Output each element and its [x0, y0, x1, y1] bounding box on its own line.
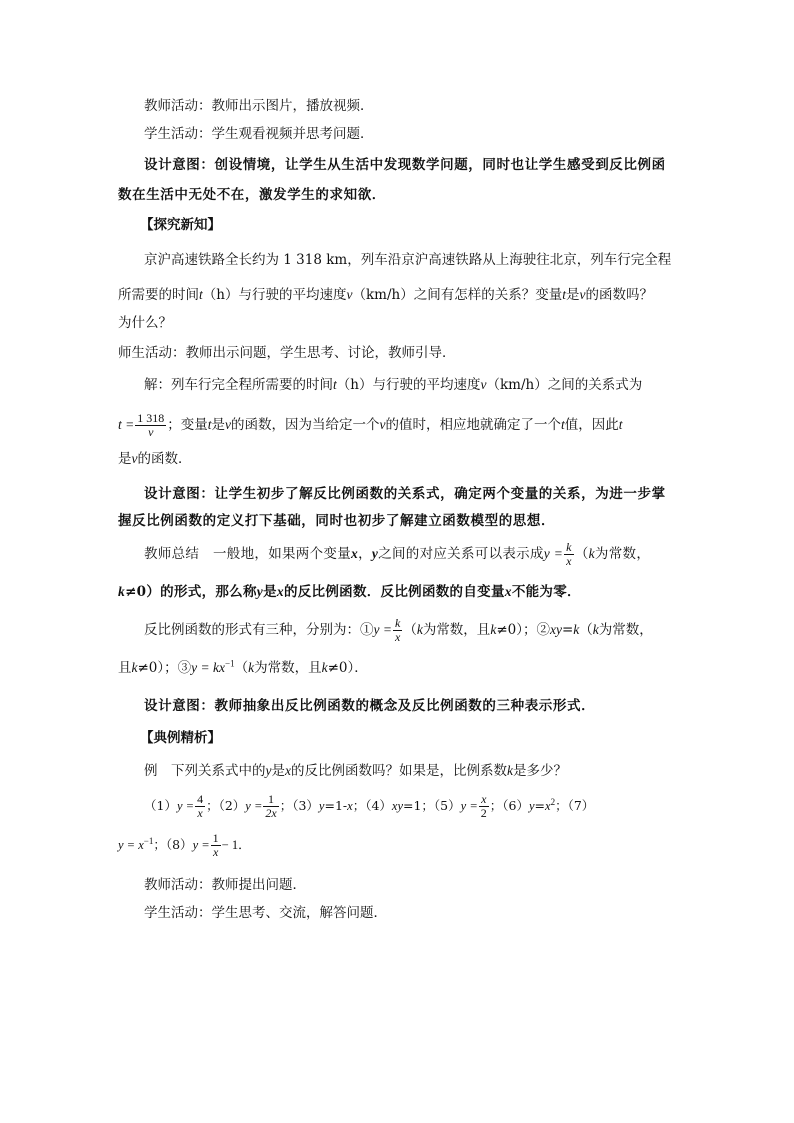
three-forms-line1: 反比例函数的形式有三种，分别为：①y = $\frac{k}{x}$ （k为常数，且k≠0）；②xy=k（k为常数，: [144, 616, 653, 644]
design-intent-1-line1: 设计意图：创设情境，让学生从生活中发现数学问题，同时也让学生感受到反比例函: [144, 157, 666, 173]
fraction-1318-over-v: $\frac{1 318}{v}$: [137, 411, 165, 439]
fraction-x-over-2: $\frac{x}{2}$: [480, 792, 487, 820]
solution-line-3: 是v的函数．: [118, 451, 192, 467]
fraction-1-over-2x: $\frac{1}{2x}$: [265, 792, 277, 820]
example-items-line2: $y = x^{-1}$；（8）y = $\frac{1}{x}$ − 1．: [118, 831, 251, 859]
teacher-activity-1: 教师活动：教师出示图片，播放视频．: [144, 98, 374, 114]
teacher-student-activity: 师生活动：教师出示问题，学生思考、讨论，教师引导．: [118, 345, 456, 361]
section-heading-examples: 【典例精析】: [140, 730, 221, 746]
problem-line-3: 为什么？: [118, 315, 172, 331]
solution-line-1: 解：列车行完全程所需要的时间t（h）与行驶的平均速度v（km/h）之间的关系式为: [144, 377, 643, 393]
student-activity-1: 学生活动：学生观看视频并思考问题．: [144, 126, 374, 142]
design-intent-2-line1: 设计意图：让学生初步了解反比例函数的关系式，确定两个变量的关系，为进一步掌: [144, 486, 666, 502]
design-intent-2-line2: 握反比例函数的定义打下基础，同时也初步了解建立函数模型的思想．: [118, 513, 556, 529]
fraction-k-over-x-2: $\frac{k}{x}$: [394, 616, 401, 644]
problem-line-1: 京沪高速铁路全长约为 1 318 km，列车沿京沪高速铁路从上海驶往北京，列车行完全程: [144, 252, 672, 268]
teacher-summary-line1: 教师总结 一般地，如果两个变量x，y之间的对应关系可以表示成y = $\frac{k}{x}$ （k为常数，: [144, 540, 651, 568]
fraction-k-over-x: $\frac{k}{x}$: [566, 540, 572, 568]
design-intent-3: 设计意图：教师抽象出反比例函数的概念及反比例函数的三种表示形式．: [144, 698, 596, 714]
three-forms-line2: 且k≠0）；③y = $kx^{-1}(k$为常数，且k≠0）．: [118, 658, 368, 676]
fraction-4-over-x: $\frac{4}{x}$: [197, 792, 204, 820]
example-prompt: 例 下列关系式中的y是x的反比例函数吗？如果是，比例系数k是多少？: [144, 763, 567, 779]
fraction-1-over-x: $\frac{1}{x}$: [212, 831, 219, 859]
design-intent-1-line2: 数在生活中无处不在，激发学生的求知欲．: [118, 187, 386, 203]
solution-line-2: t = $\frac{1 318}{v}$ ；变量t是v的函数，因为当给定一个v的值时，相应地就确定了一个t值，因此t: [118, 411, 623, 439]
teacher-summary-line2: k≠0）的形式，那么称y是x的反比例函数．反比例函数的自变量x不能为零．: [118, 584, 581, 600]
teacher-activity-2: 教师活动：教师提出问题．: [144, 877, 306, 893]
example-items-line1: （1）y = $\frac{4}{x}$ ；（2）y = $\frac{1}{2x}$ ；（3）y=1-x；（4）xy=1；（5）y = $\frac{x}{2}$ ；$(6)y=x^2$；（7）: [144, 792, 595, 820]
student-activity-2: 学生活动：学生思考、交流，解答问题．: [144, 905, 387, 921]
problem-line-2: 所需要的时间t（h）与行驶的平均速度v（km/h）之间有怎样的关系？变量t是v的函数吗？: [118, 287, 653, 303]
section-heading-explore: 【探究新知】: [140, 217, 221, 233]
